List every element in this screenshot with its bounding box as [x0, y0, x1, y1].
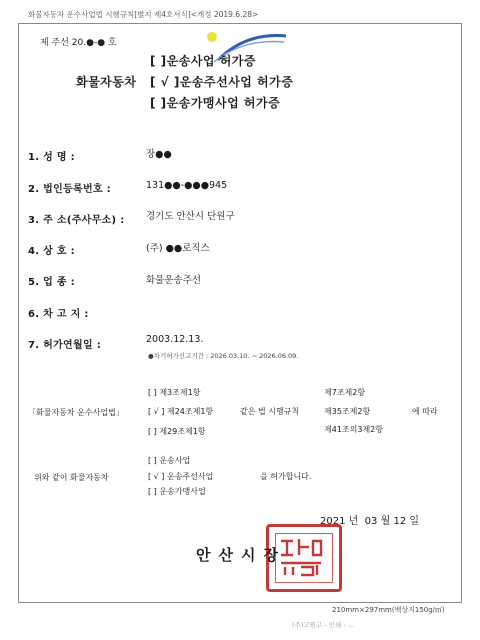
permit-option-check: [ √ ]: [150, 75, 180, 89]
field-value-permit-date: 2003.12.13.: [146, 334, 204, 345]
issue-month: 03: [364, 516, 378, 527]
grant-lead-text: 위와 같이 화물자동차: [34, 473, 109, 482]
paper-spec: 210mm×297mm(백상지150g/㎡): [332, 606, 445, 614]
issue-day: 12: [393, 516, 407, 527]
field-label-trade-name: 4. 상 호 :: [28, 246, 75, 257]
field-value-address: 경기도 안산시 단원구: [146, 211, 235, 222]
law-item-3-1: [ ] 제3조제1항: [148, 388, 201, 397]
permit-option-franchise: [150, 94, 280, 111]
grant-closing-text: 을 허가합니다.: [260, 472, 312, 481]
law-according-to: 에 따라: [412, 407, 438, 416]
field-label-business-type: 5. 업 종 :: [28, 277, 75, 288]
document-number: 제 주선 20.●-● 호: [40, 38, 117, 48]
field-value-name: 장●●: [146, 149, 172, 160]
permit-title-prefix: 화물자동차: [76, 75, 137, 89]
issue-month-unit: 월: [380, 516, 391, 527]
field-label-permit-date: 7. 허가연월일 :: [28, 340, 102, 351]
field-value-business-type: 화물운송주선: [146, 275, 202, 286]
issue-year-unit: 년: [348, 516, 359, 527]
printer-note: (주)고원고 - 인쇄 - ...: [292, 621, 354, 629]
rule-item-7-2: 제7조제2항: [324, 388, 366, 397]
grant-item-franchise: [ ] 운송가맹사업: [148, 487, 206, 496]
permit-option-forwarding: [150, 73, 293, 90]
issue-day-unit: 일: [409, 516, 420, 527]
field-label-name: 1. 성 명 :: [28, 152, 75, 163]
issue-year: 2021: [320, 516, 346, 527]
field-label-corp-reg-no: 2. 법인등록번호 :: [28, 184, 111, 195]
field-value-trade-name: (주) ●●로직스: [146, 243, 210, 254]
permit-option-label: 운송주선사업 허가증: [179, 75, 294, 89]
field-label-garage: 6. 차 고 지 :: [28, 309, 89, 320]
permit-option-check: [ ]: [150, 54, 167, 68]
permit-option-transport: [150, 52, 256, 69]
rule-item-41-3-2: 제41조의3제2항: [324, 425, 383, 434]
form-header-note: 화물자동차 운수사업법 시행규칙[별지 제4호서식]<개정 2019.6.28>: [28, 10, 259, 19]
hologram-dot: [207, 32, 217, 42]
permit-option-label: 운송가맹사업 허가증: [166, 96, 281, 110]
issuer-name: 안산시장: [196, 546, 286, 564]
permit-option-label: 운송사업 허가증: [166, 54, 256, 68]
permit-option-check: [ ]: [150, 96, 167, 110]
law-same-act-rules: 같은 법 시행규칙: [240, 407, 300, 416]
field-label-address: 3. 주 소(주사무소) :: [28, 215, 125, 226]
rule-item-35-2: 제35조제2항: [324, 407, 371, 416]
grant-item-transport: [ ] 운송사업: [148, 456, 191, 465]
grant-item-forwarding: [ √ ] 운송주선사업: [148, 472, 214, 481]
law-item-24-1: [ √ ] 제24조제1항: [148, 407, 214, 416]
field-value-corp-reg-no: 131●●-●●●945: [146, 180, 228, 191]
law-act-name: 「화물자동차 운수사업법」: [28, 408, 124, 417]
renewal-period-note: ●차기허가신고기간 : 2026.03.10. ~ 2026.06.09.: [148, 352, 299, 360]
law-item-29-1: [ ] 제29조제1항: [148, 427, 206, 436]
